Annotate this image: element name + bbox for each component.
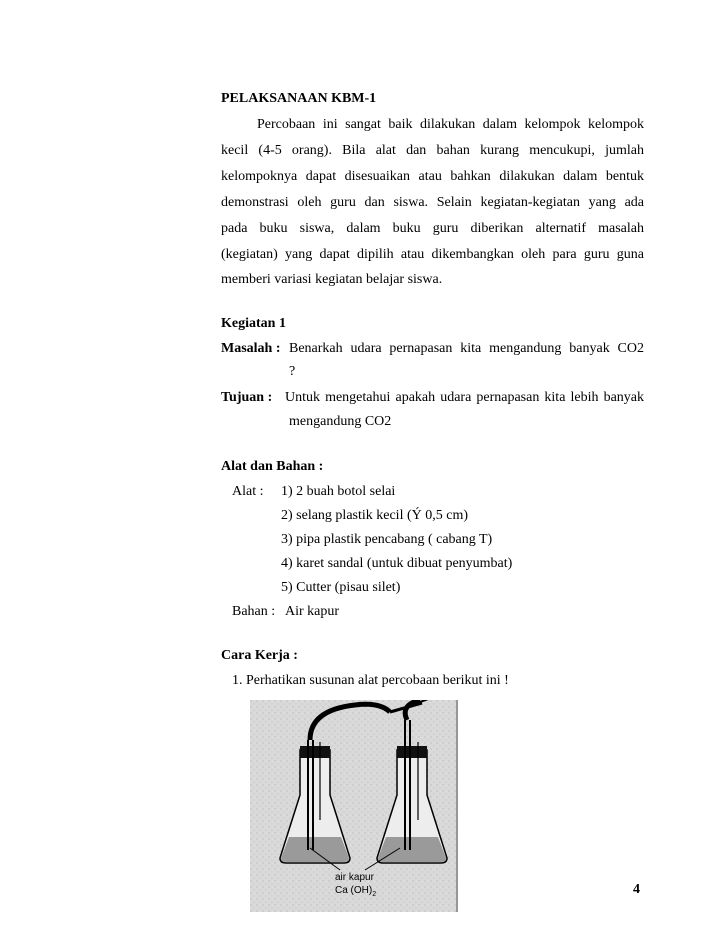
bahan-label: Bahan : (232, 604, 276, 619)
materials-title: Alat dan Bahan : (221, 459, 324, 474)
intro-line: pada buku siswa, dalam buku guru diberikan alternatif masalah (221, 221, 644, 236)
alat-item: 3) pipa plastik pencabang ( cabang T) (281, 532, 493, 547)
procedure-step: 1. Perhatikan susunan alat percobaan berikut ini ! (232, 673, 509, 688)
intro-line: Percobaan ini sangat baik dilakukan dalam kelompok kelompok (257, 117, 644, 132)
activity-title: Kegiatan 1 (221, 316, 286, 331)
alat-item: 1) 2 buah botol selai (281, 484, 396, 499)
apparatus-figure (250, 700, 458, 912)
alat-item: 4) karet sandal (untuk dibuat penyumbat) (281, 556, 513, 571)
apparatus-illustration (250, 700, 458, 912)
intro-line: demonstrasi oleh guru dan siswa. Selain kegiatan-kegiatan yang ada (221, 195, 644, 210)
intro-line: kecil (4-5 orang). Bila alat dan bahan kurang mencukupi, jumlah (221, 143, 644, 158)
label-caoh2: Ca $(OH)_2$ (335, 885, 377, 898)
label-air-kapur: air kapur (335, 872, 374, 883)
intro-line: (kegiatan) yang dapat dipilih atau dikembangkan oleh para guru guna (221, 247, 644, 262)
masalah-text-cont: ? (289, 364, 296, 379)
alat-item: 5) Cutter (pisau silet) (281, 580, 401, 595)
tujuan-label: Tujuan : (221, 390, 273, 405)
masalah-label: Masalah : (221, 341, 281, 356)
tujuan-text: Untuk mengetahui apakah udara pernapasan kita lebih banyak (285, 390, 644, 405)
bahan-value: Air kapur (285, 604, 340, 619)
intro-line: memberi variasi kegiatan belajar siswa. (221, 272, 443, 287)
procedure-title: Cara Kerja : (221, 648, 298, 663)
page-number: 4 (633, 882, 640, 897)
tujuan-text-cont: mengandung CO2 (289, 414, 392, 429)
section-heading: PELAKSANAAN KBM-1 (221, 91, 377, 106)
alat-item: 2) selang plastik kecil (Ý 0,5 cm) (281, 508, 469, 523)
intro-line: kelompoknya dapat disesuaikan atau bahkan dilakukan dalam bentuk (221, 169, 644, 184)
alat-label: Alat : (232, 484, 264, 499)
masalah-text: Benarkah udara pernapasan kita mengandung banyak CO2 (289, 341, 644, 356)
